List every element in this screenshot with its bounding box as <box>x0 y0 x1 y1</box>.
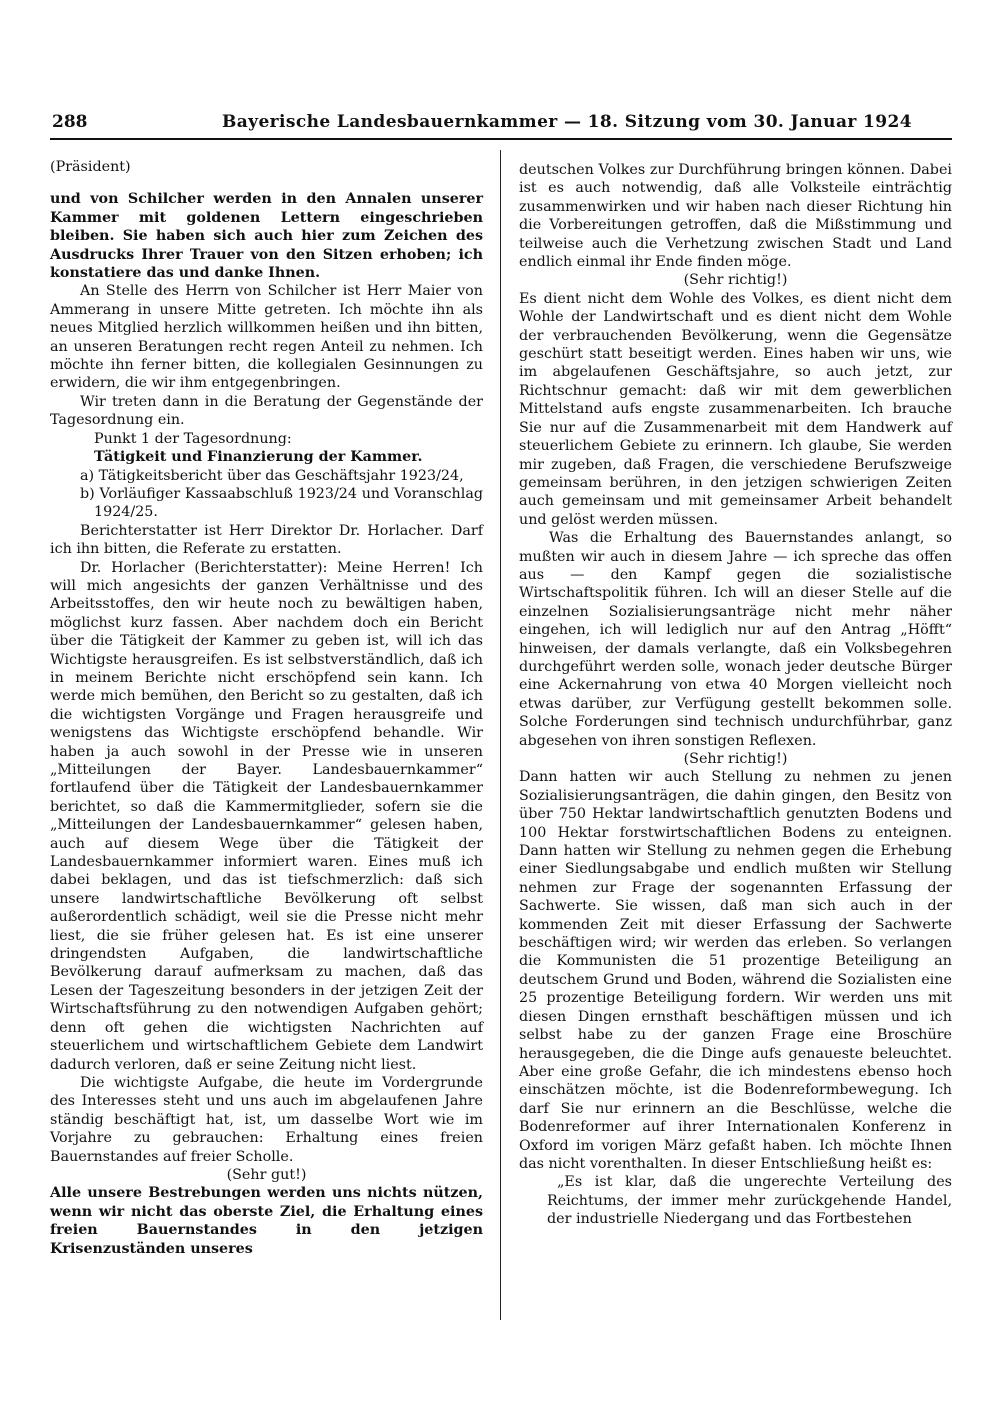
paragraph: Dr. Horlacher (Berichterstatter): Meine Herren! Ich will mich angesichts der ganzen Verhältnisse und des Arbeitsstoffes, den wir heute noch zu bewältigen haben, möglichst kurz fassen. Aber nachdem doch ein Bericht über die Tätigkeit der Kammer zu geben ist, will ich das Wichtigste herausgreifen. Es ist selbstverständlich, daß ich in meinem Berichte nicht erschöpfend sein kann. Ich werde mich bemühen, den Bericht so zu gestalten, daß ich die wichtigsten Vorgänge und Fragen herausgreife und wenigstens das Wichtigste erschöpfend behandle. Wir haben ja auch sowohl in der Presse wie in unseren „Mitteilungen der Bayer. Landesbauernkammer“ fortlaufend über die Tätigkeit der Landesbauernkammer berichtet, so daß die Kammermitglieder, sofern sie die „Mitteilungen der Landesbauernkammer“ gelesen haben, auch auf diesem Wege über die Tätigkeit der Landesbauernkammer informiert waren. Eines muß ich dabei beklagen, und das ist tiefschmerzlich: daß sich unsere landwirtschaftliche Bevölkerung oft selbst außerordentlich schädigt, weil sie die Presse nicht mehr liest, die sie früher gelesen hat. Es ist eine unserer dringendsten Aufgaben, die landwirtschaftliche Bevölkerung darauf aufmerksam zu machen, daß das Lesen der Tageszeitung besonders in der jetzigen Zeit der Wirtschaftsführung zu den notwendigen Aufgaben gehört; denn oft gehen die wichtigsten Nachrichten auf steuerlichem und wirtschaftlichem Gebiete dem Landwirt dadurch verloren, daß er seine Zeitung nicht liest. <box>50 559 483 1073</box>
paragraph: Berichterstatter ist Herr Direktor Dr. Horlacher. Darf ich ihn bitten, die Referate zu erstatten. <box>50 522 483 558</box>
agenda-item: Punkt 1 der Tagesordnung: <box>94 430 292 447</box>
right-column <box>519 161 952 1229</box>
paragraph: Wir treten dann in die Beratung der Gegenstände der Tagesordnung ein. <box>50 393 483 429</box>
left-column <box>50 158 483 1258</box>
interjection: (Sehr richtig!) <box>683 272 788 289</box>
column-divider <box>500 150 501 1320</box>
paragraph: deutschen Volkes zur Durchführung bringen können. Dabei ist es auch notwendig, daß alle Volksteile einträchtig zusammenwirken und wir haben nach dieser Richtung hin die Vorbereitungen getroffen, daß die Mißstimmung und teilweise auch die Verhetzung zwischen Stadt und Land endlich einmal ihr Ende finden möge. <box>519 162 952 271</box>
quotation: „Es ist klar, daß die ungerechte Verteilung des Reichtums, der immer mehr zurückgehende Handel, der industrielle Niedergang und das Fortbestehen <box>547 1174 952 1228</box>
paragraph: An Stelle des Herrn von Schilcher ist Herr Maier von Ammerang in unsere Mitte getreten. Ich möchte ihn als neues Mitglied herzlich willkommen heißen und ihn bitten, an unseren Beratungen recht regen Anteil zu nehmen. Ich möchte ihn ferner bitten, die kollegialen Gesinnungen zu erwidern, die wir ihm entgegenbringen. <box>50 283 483 392</box>
interjection: (Sehr gut!) <box>226 1166 307 1183</box>
paragraph: Alle unsere Bestrebungen werden uns nichts nützen, wenn wir nicht das oberste Ziel, die Erhaltung eines freien Bauernstandes in den jetzigen Krisenzuständen unseres <box>50 1185 483 1257</box>
interjection: (Sehr richtig!) <box>683 751 788 767</box>
agenda-subitem: a) Tätigkeitsbericht über das Geschäftsjahr 1923/24, <box>80 467 464 484</box>
paragraph: und von Schilcher werden in den Annalen unserer Kammer mit goldenen Lettern eingeschrieben bleiben. Sie haben sich auch hier zum Zeichen des Ausdrucks Ihrer Trauer von den Sitzen erhoben; ich konstatiere das und danke Ihnen. <box>50 191 483 282</box>
paragraph: Es dient nicht dem Wohle des Volkes, es dient nicht dem Wohle der Landwirtschaft und es dient nicht dem Wohle der verbrauchenden Bevölkerung, wenn die Gegensätze geschürt statt beseitigt werden. Eines haben wir uns, wie im abgelaufenen Geschäftsjahre, so auch jetzt, zur Richtschnur gemacht: daß wir mit dem gewerblichen Mittelstand aufs engste zusammenarbeiten. Ich brauche Sie nur auf die Zusammenarbeit mit dem Handwerk auf steuerlichem Gebiete zu erinnern. Ich glaube, Sie werden mir zugeben, daß Fragen, die verschiedene Berufszweige gemeinsam berühren, in den jetzigen schwierigen Zeiten auch gemeinsam und mit gemeinsamer Arbeit behandelt und gelöst werden müssen. <box>519 290 952 528</box>
speaker-label: (Präsident) <box>50 159 131 175</box>
running-title: Bayerische Landesbauernkammer — 18. Sitzung vom 30. Januar 1924 <box>222 112 912 132</box>
page-header <box>50 110 952 140</box>
agenda-heading: Tätigkeit und Finanzierung der Kammer. <box>94 449 423 466</box>
page-number: 288 <box>52 112 88 132</box>
agenda-subitem: b) Vorläufiger Kassaabschluß 1923/24 und Voranschlag 1924/25. <box>80 485 483 521</box>
paragraph: Was die Erhaltung des Bauernstandes anlangt, so mußten wir auch in diesem Jahre — ich spreche das offen aus — den Kampf gegen die sozialistische Wirtschaftspolitik führen. Ich will an dieser Stelle auf die einzelnen Sozialisierungsanträge nicht mehr näher eingehen, ich will lediglich nur auf den Antrag „Höfft“ hinweisen, der damals verlangte, daß ein Volksbegehren durchgeführt werden solle, wonach jeder deutsche Bürger eine Ackernahrung von etwa 40 Morgen vielleicht noch etwas darüber, zur Verfügung gestellt bekommen solle. Solche Forderungen sind technisch undurchführbar, ganz abgesehen von ihren sonstigen Reflexen. <box>519 530 952 749</box>
paragraph: Dann hatten wir auch Stellung zu nehmen zu jenen Sozialisierungsanträgen, die dahin gingen, den Besitz von über 750 Hektar landwirtschaftlich genutzten Bodens und 100 Hektar forstwirtschaftlichen Bodens zu enteignen. Dann hatten wir Stellung zu nehmen gegen die Erhebung einer Siedlungsabgabe und endlich mußten wir Stellung nehmen zur Frage der sogenannten Erfassung der Sachwerte. Sie wissen, daß man sich auch in der kommenden Zeit mit dieser Erfassung der Sachwerte beschäftigen wird; wir werden das erleben. So verlangen die Kommunisten die 51 prozentige Beteiligung an deutschem Grund und Boden, während die Sozialisten eine 25 prozentige Beteiligung fordern. Wir werden uns mit diesen Dingen ernsthaft beschäftigen müssen und ich selbst habe zu der ganzen Frage eine Broschüre herausgegeben, die die Dinge aufs genaueste beleuchtet. Aber eine große Gefahr, die ich mindestens ebenso hoch einschätzen möchte, ist die Bodenreformbewegung. Ich darf Sie nur erinnern an die Beschlüsse, welche die Bodenreformer auf ihrer Internationalen Konferenz in Oxford im vorigen März gefaßt haben. Ich möchte Ihnen das nicht vorenthalten. In dieser Entschließung heißt es: <box>519 769 952 1172</box>
paragraph: Die wichtigste Aufgabe, die heute im Vordergrunde des Interesses steht und uns auch im abgelaufenen Jahre ständig beschäftigt hat, ist, um dasselbe Wort wie im Vorjahre zu gebrauchen: Erhaltung eines freien Bauernstandes auf freier Scholle. <box>50 1074 483 1165</box>
